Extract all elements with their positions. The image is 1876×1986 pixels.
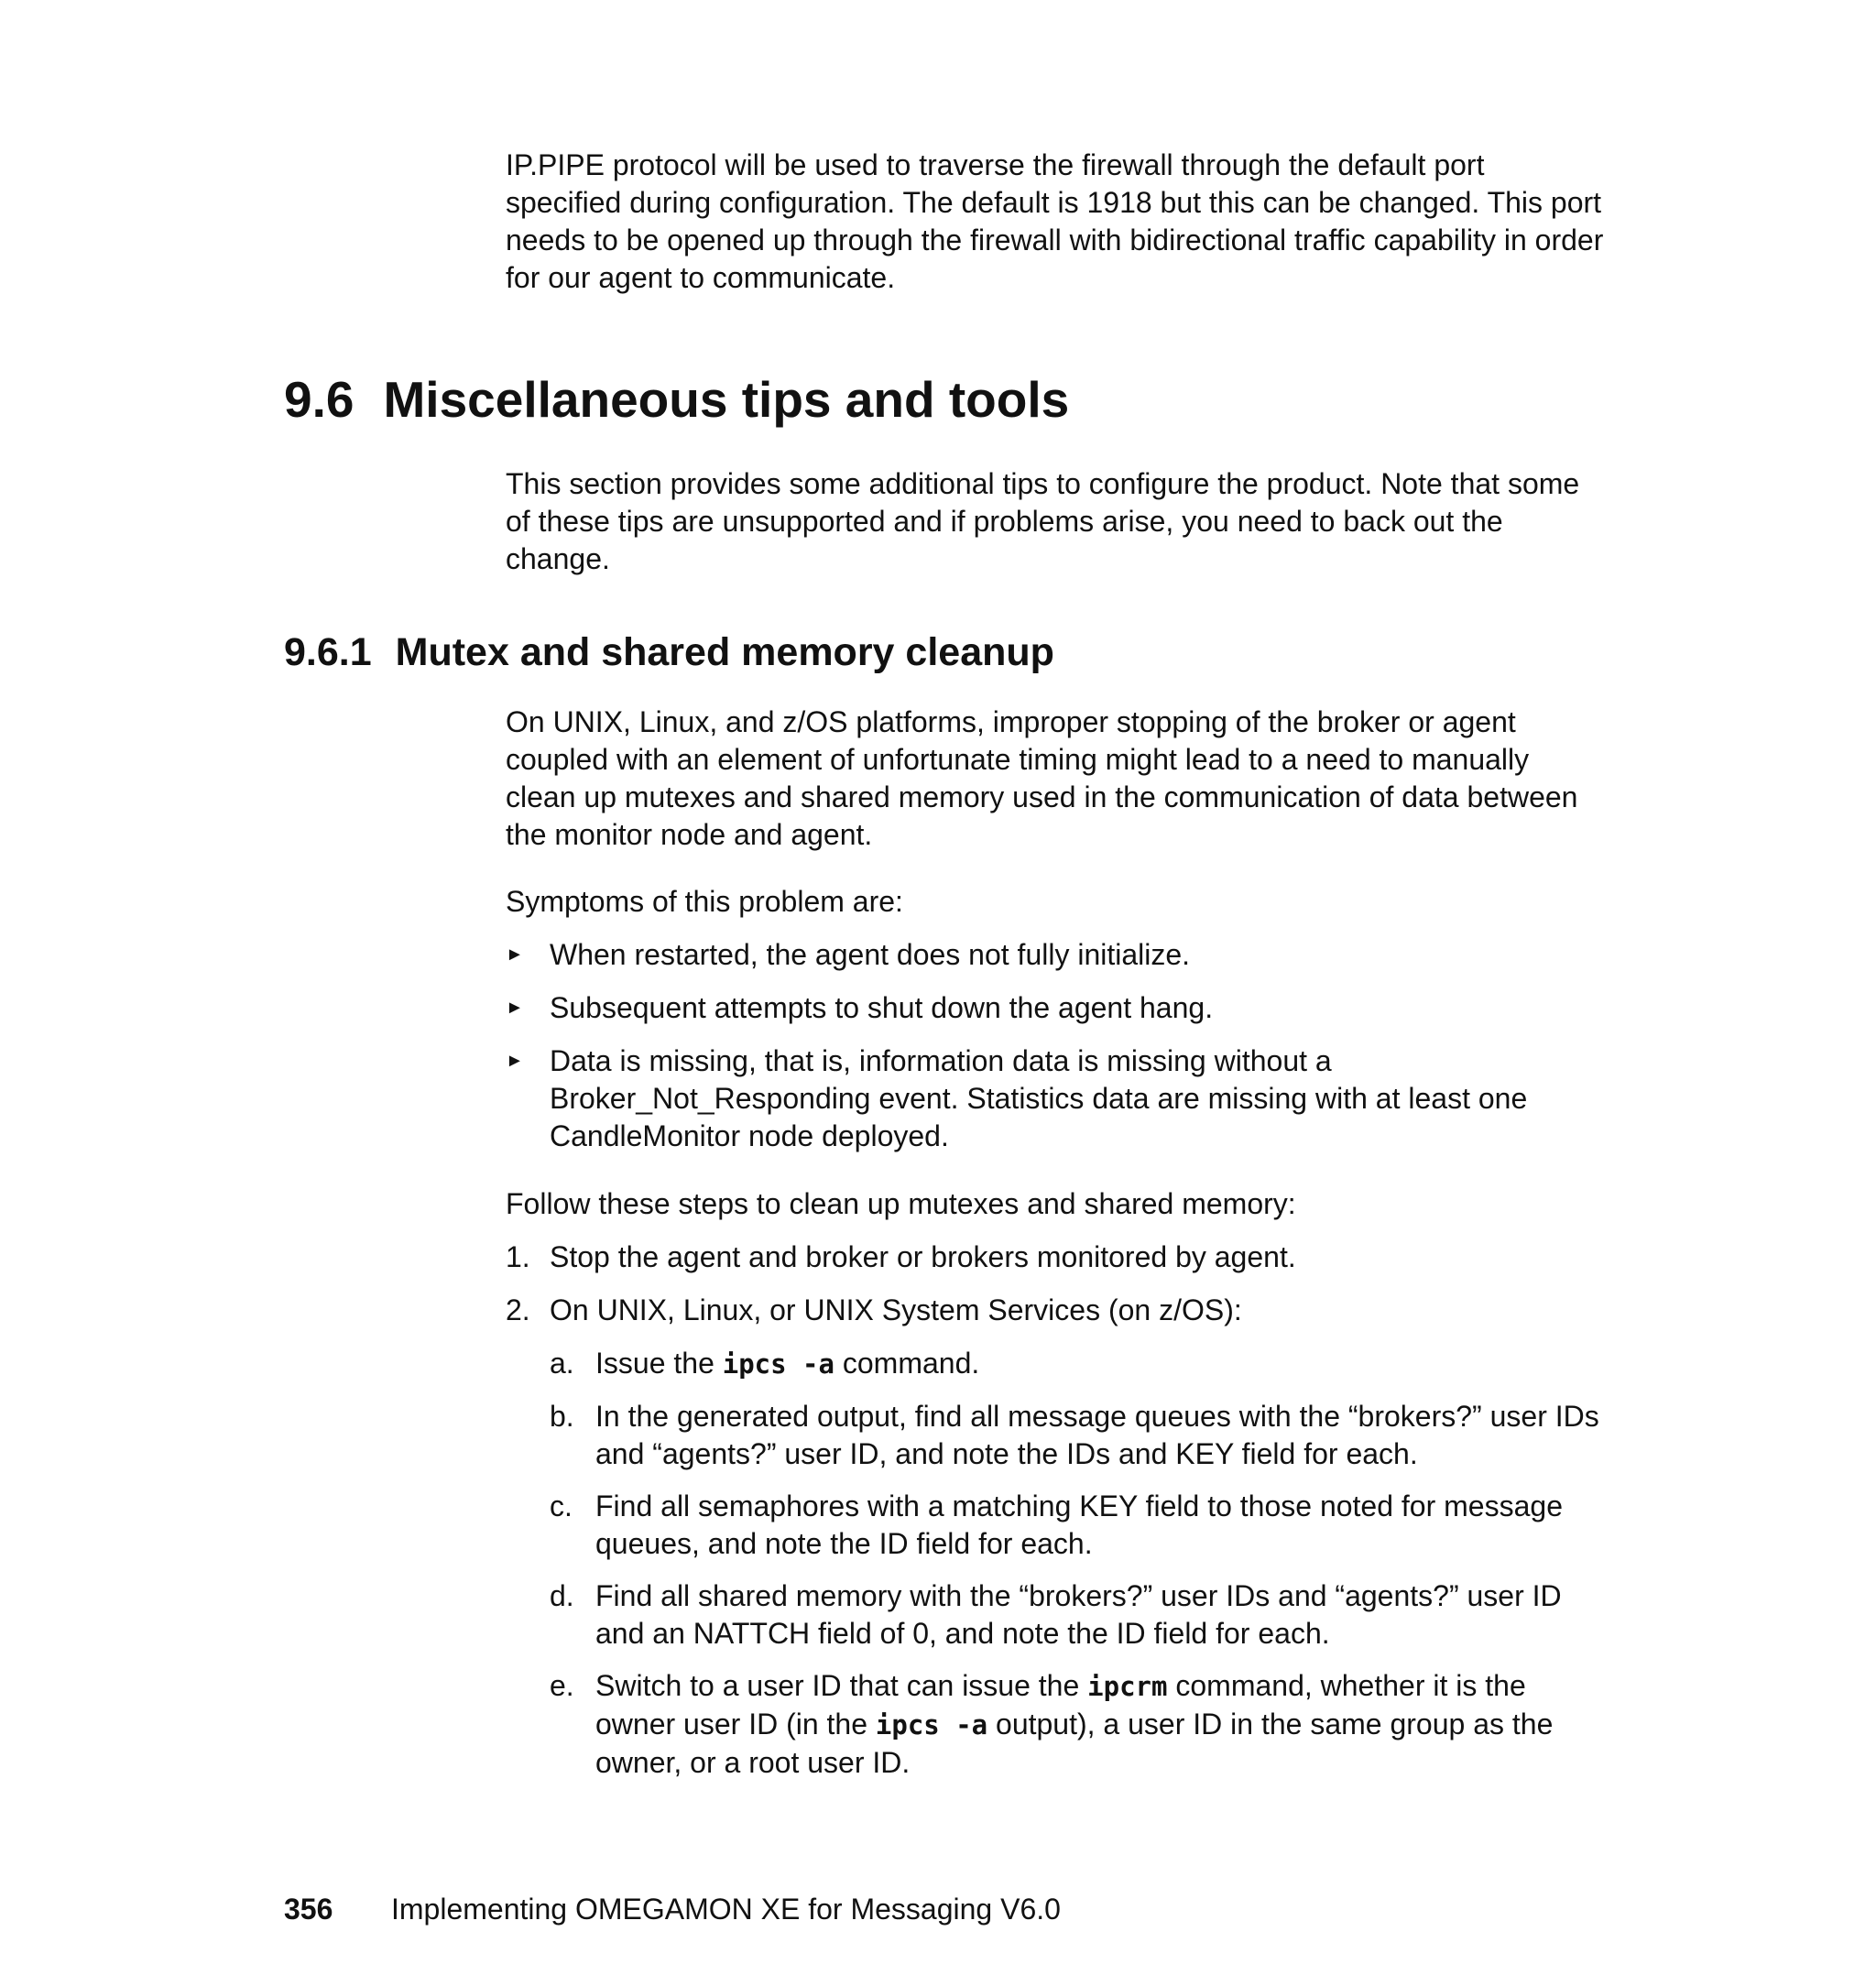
list-item <box>550 1488 1605 1563</box>
section-number: 9.6 <box>284 371 354 428</box>
page-number: 356 <box>284 1893 333 1926</box>
symptom-text: Data is missing, that is, information data is missing without a Broker_Not_Responding event. Statistics data are missing with at least one CandleMonitor node deployed. <box>550 1044 1528 1152</box>
page-footer <box>284 1891 1061 1927</box>
list-item <box>506 1239 1605 1276</box>
list-item <box>550 1577 1605 1653</box>
substep-text <box>595 1345 1605 1383</box>
substep-text: Find all shared memory with the “brokers?” user IDs and “agents?” user ID and an NATTCH field of 0, and note the ID field for each. <box>595 1579 1562 1650</box>
step-number: 1. <box>506 1240 530 1273</box>
list-item <box>550 1667 1605 1782</box>
step-text: Stop the agent and broker or brokers monitored by agent. <box>550 1240 1296 1273</box>
text-run: command, whether it is the owner user ID (in the <box>595 1669 1526 1740</box>
substep-text: Find all semaphores with a matching KEY field to those noted for message queues, and note the ID field for each. <box>595 1490 1563 1560</box>
text-run: output), a user ID in the same group as the owner, or a root user ID. <box>595 1708 1554 1779</box>
text-run: Issue the <box>595 1347 723 1380</box>
list-item <box>506 1292 1605 1329</box>
section-heading <box>284 370 1069 429</box>
subsection-heading <box>284 628 1054 676</box>
symptoms-intro: Symptoms of this problem are: <box>506 885 903 918</box>
section-title: Miscellaneous tips and tools <box>383 371 1070 428</box>
list-item <box>550 1345 1605 1383</box>
intro-paragraph: IP.PIPE protocol will be used to traverse the firewall through the default port specified during configuration. The default is 1918 but this can be changed. This port needs to be opened up through the firewall with bidirectional traffic capability in order for our agent to communicate. <box>506 148 1604 294</box>
step-text: On UNIX, Linux, or UNIX System Services (on z/OS): <box>550 1293 1242 1326</box>
subsection-paragraph: On UNIX, Linux, and z/OS platforms, improper stopping of the broker or agent coupled with an element of unfortunate timing might lead to a need to manually clean up mutexes and shared memory used in the communication of data between the monitor node and agent. <box>506 705 1578 851</box>
substep-letter: d. <box>550 1579 574 1612</box>
subsection-number: 9.6.1 <box>284 630 372 674</box>
list-item <box>506 936 1605 974</box>
section-paragraph: This section provides some additional tips to configure the product. Note that some of these tips are unsupported and if problems arise, you need to back out the change. <box>506 467 1580 575</box>
symptom-text: When restarted, the agent does not fully initialize. <box>550 938 1191 971</box>
bullet-arrow-icon: ► <box>506 944 524 965</box>
substep-letter: b. <box>550 1400 574 1433</box>
symptom-text: Subsequent attempts to shut down the agent hang. <box>550 991 1214 1024</box>
inline-code: ipcs -a <box>875 1709 988 1740</box>
substep-letter: a. <box>550 1347 574 1380</box>
inline-code: ipcs -a <box>722 1348 834 1380</box>
bullet-arrow-icon: ► <box>506 998 524 1018</box>
step-number: 2. <box>506 1293 530 1326</box>
substep-letter: c. <box>550 1490 573 1522</box>
inline-code: ipcrm <box>1087 1671 1168 1702</box>
substep-text <box>595 1667 1605 1782</box>
substep-letter: e. <box>550 1669 574 1702</box>
list-item <box>550 1398 1605 1473</box>
bullet-arrow-icon: ► <box>506 1051 524 1071</box>
text-run: command. <box>834 1347 980 1380</box>
subsection-title: Mutex and shared memory cleanup <box>395 630 1054 674</box>
list-item <box>506 1042 1605 1155</box>
book-title: Implementing OMEGAMON XE for Messaging V6.0 <box>391 1893 1061 1926</box>
steps-intro: Follow these steps to clean up mutexes and shared memory: <box>506 1187 1296 1220</box>
list-item <box>506 989 1605 1027</box>
text-run: Switch to a user ID that can issue the <box>595 1669 1088 1702</box>
substep-text: In the generated output, find all message queues with the “brokers?” user IDs and “agents?” user ID, and note the IDs and KEY field for each. <box>595 1400 1599 1470</box>
